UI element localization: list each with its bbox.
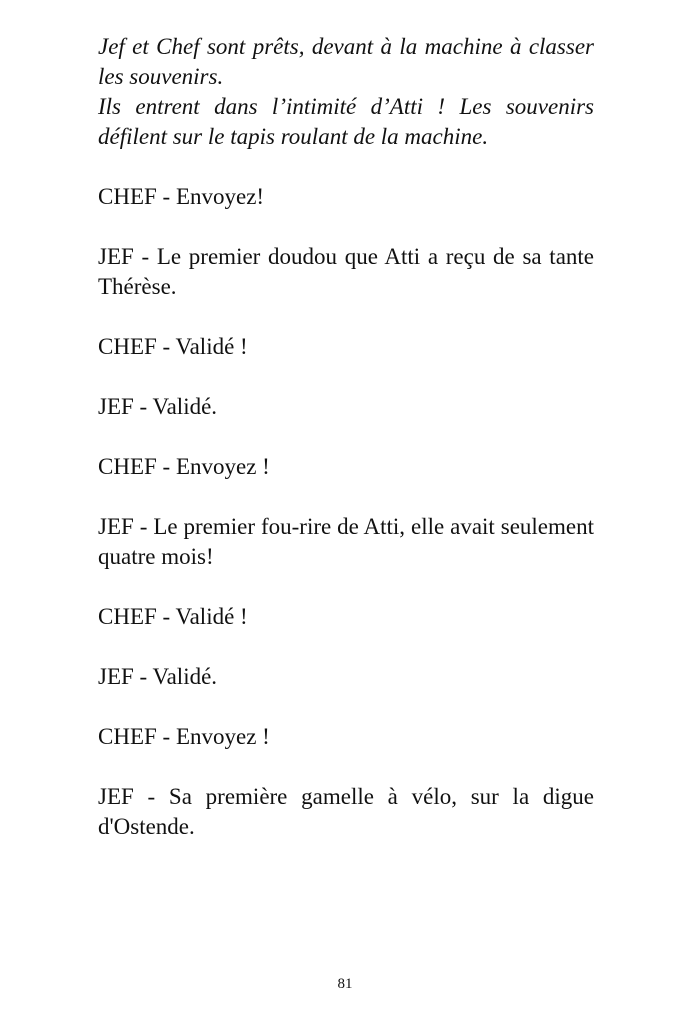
dialogue-line: CHEF - Envoyez! [98,184,265,209]
dialogue-line: JEF - Validé. [98,664,218,689]
stage-direction: Jef et Chef sont prêts, devant à la machine à classer les souvenirs. [98,34,594,89]
dialogue-line: JEF - Sa première gamelle à vélo, sur la digue d'Ostende. [98,784,594,839]
dialogue-line: JEF - Le premier fou-rire de Atti, elle avait seulement quatre mois! [98,514,594,569]
dialogue-line: CHEF - Envoyez ! [98,454,270,479]
dialogue-line: JEF - Le premier doudou que Atti a reçu de sa tante Thérèse. [98,244,594,299]
dialogue-line: CHEF - Validé ! [98,604,248,629]
dialogue-line: CHEF - Envoyez ! [98,724,270,749]
dialogue-line: CHEF - Validé ! [98,334,248,359]
page-number: 81 [337,976,353,992]
page-content [98,32,594,842]
dialogue-line: JEF - Validé. [98,394,218,419]
stage-direction: Ils entrent dans l’intimité d’Atti ! Les souvenirs défilent sur le tapis roulant de la machine. [98,94,594,149]
